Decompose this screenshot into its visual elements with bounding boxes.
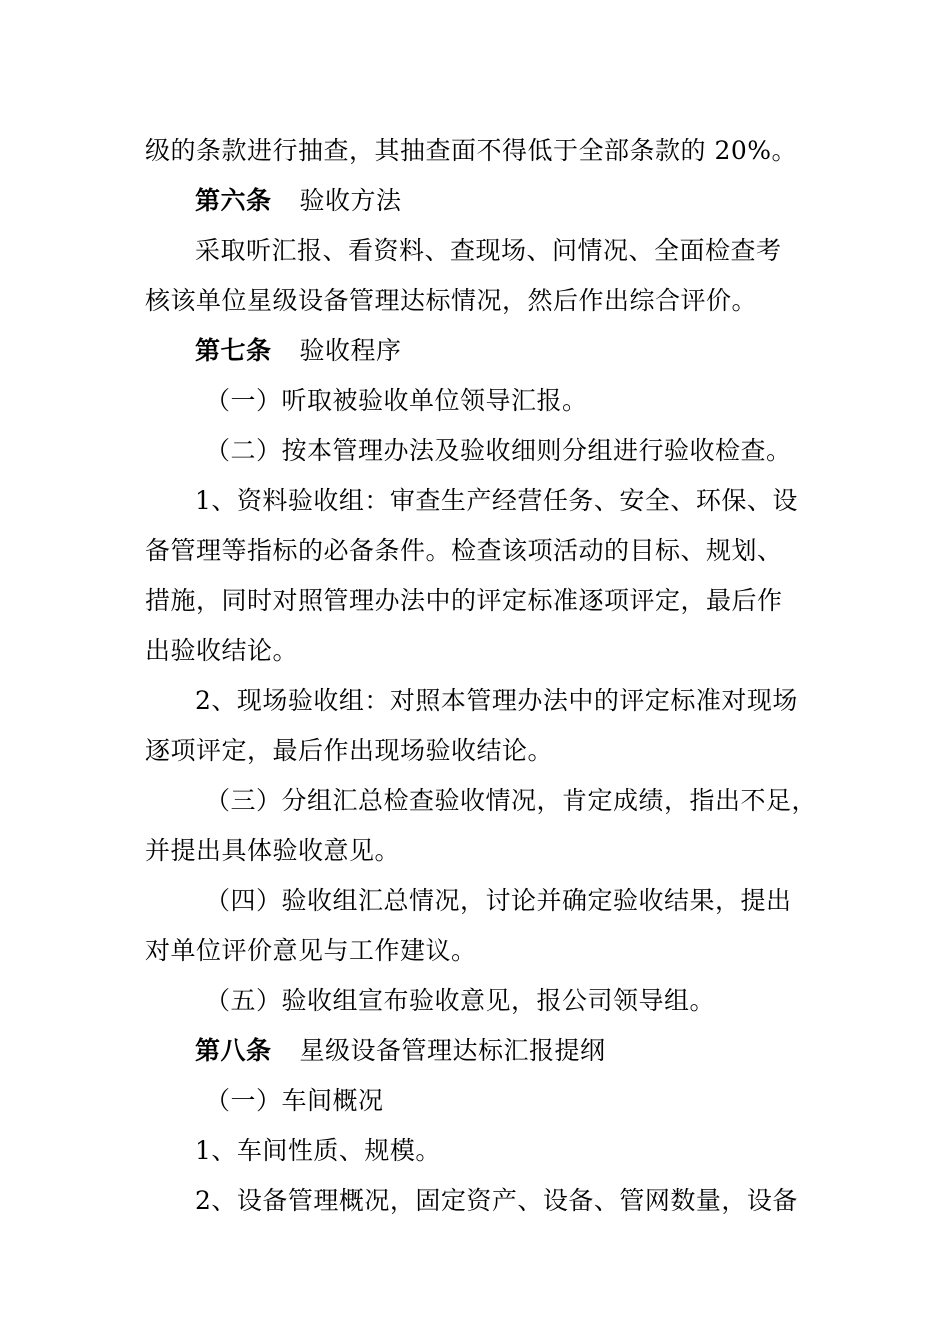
- body-line: 核该单位星级设备管理达标情况，然后作出综合评价。: [145, 286, 758, 315]
- body-line: （一）车间概况: [205, 1086, 384, 1115]
- article-title: 星级设备管理达标汇报提纲: [299, 1036, 606, 1065]
- body-line: 1、资料验收组：审查生产经营任务、安全、环保、设: [195, 486, 798, 515]
- body-line: （四）验收组汇总情况，讨论并确定验收结果，提出: [205, 886, 792, 915]
- body-line: 2、现场验收组：对照本管理办法中的评定标准对现场: [195, 686, 798, 715]
- body-line: 出验收结论。: [145, 636, 299, 665]
- article-7-heading: [195, 336, 402, 366]
- article-8-heading: [195, 1036, 606, 1066]
- body-line: 并提出具体验收意见。: [145, 836, 401, 865]
- body-line: （三）分组汇总检查验收情况，肯定成绩，指出不足，: [205, 786, 818, 815]
- article-label: 第六条: [195, 186, 272, 215]
- body-line: 备管理等指标的必备条件。检查该项活动的目标、规划、: [145, 536, 783, 565]
- body-line: 2、设备管理概况，固定资产、设备、管网数量，设备: [195, 1186, 798, 1215]
- body-line: 措施，同时对照管理办法中的评定标准逐项评定，最后作: [145, 586, 783, 615]
- article-title: 验收方法: [299, 186, 402, 215]
- article-label: 第八条: [195, 1036, 272, 1065]
- body-line: （二）按本管理办法及验收细则分组进行验收检查。: [205, 436, 792, 465]
- body-line: （五）验收组宣布验收意见，报公司领导组。: [205, 986, 716, 1015]
- body-line: （一）听取被验收单位领导汇报。: [205, 386, 588, 415]
- article-6-heading: [195, 186, 402, 216]
- body-line: 逐项评定，最后作出现场验收结论。: [145, 736, 554, 765]
- article-label: 第七条: [195, 336, 272, 365]
- body-line: 对单位评价意见与工作建议。: [145, 936, 477, 965]
- body-line: 1、车间性质、规模。: [195, 1136, 441, 1165]
- body-line: 级的条款进行抽查，其抽查面不得低于全部条款的 20%。: [145, 136, 798, 165]
- article-title: 验收程序: [299, 336, 402, 365]
- body-line: 采取听汇报、看资料、查现场、问情况、全面检查考: [195, 236, 782, 265]
